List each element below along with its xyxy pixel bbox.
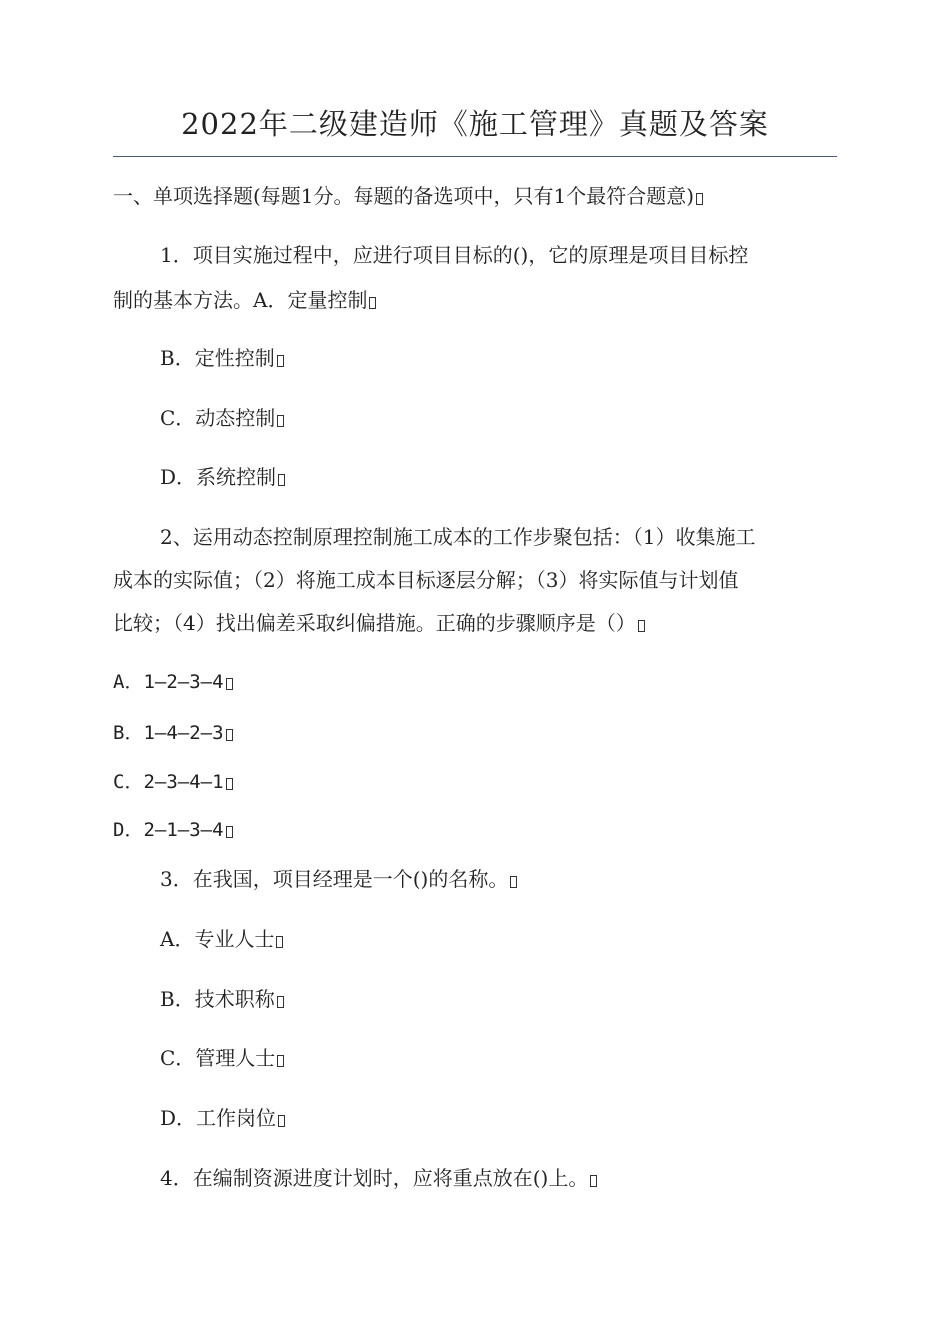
question-1-stem-line2: 制的基本方法。A．定量控制 [113,278,376,322]
question-2-option-d: D．2—1—3—4 [113,808,233,852]
question-1-option-b: B．定性控制 [160,336,284,380]
question-2-stem-line1: 2、运用动态控制原理控制施工成本的工作步聚包括：（1）收集施工 [160,525,756,549]
question-2-stem-line3: 比较；（4）找出偏差采取纠偏措施。正确的步骤顺序是（） [113,601,645,645]
question-2-option-c: C．2—3—4—1 [113,760,233,804]
section-heading: 一、单项选择题(每题1分。每题的备选项中，只有1个最符合题意) [113,174,703,218]
question-4-stem: 4．在编制资源进度计划时，应将重点放在()上。 [160,1156,597,1200]
document-title: 2022年二级建造师《施工管理》真题及答案 [181,107,769,141]
question-1-stem-line1: 1．项目实施过程中，应进行项目目标的()，它的原理是项目目标控 [160,243,749,267]
question-3-option-c: C．管理人士 [160,1036,284,1080]
title-divider [113,156,837,157]
question-2-option-b: B．1—4—2—3 [113,711,233,755]
question-3-option-b: B．技术职称 [160,977,284,1021]
question-1-option-c: C．动态控制 [160,396,284,440]
question-2-option-a: A．1—2—3—4 [113,660,233,704]
question-3-option-a: A．专业人士 [160,917,283,961]
question-3-stem: 3．在我国，项目经理是一个()的名称。 [160,857,517,901]
question-3-option-d: D．工作岗位 [160,1096,285,1140]
question-2-stem-line2: 成本的实际值；（2）将施工成本目标逐层分解；（3）将实际值与计划值 [113,568,739,592]
question-1-option-d: D．系统控制 [160,455,285,499]
